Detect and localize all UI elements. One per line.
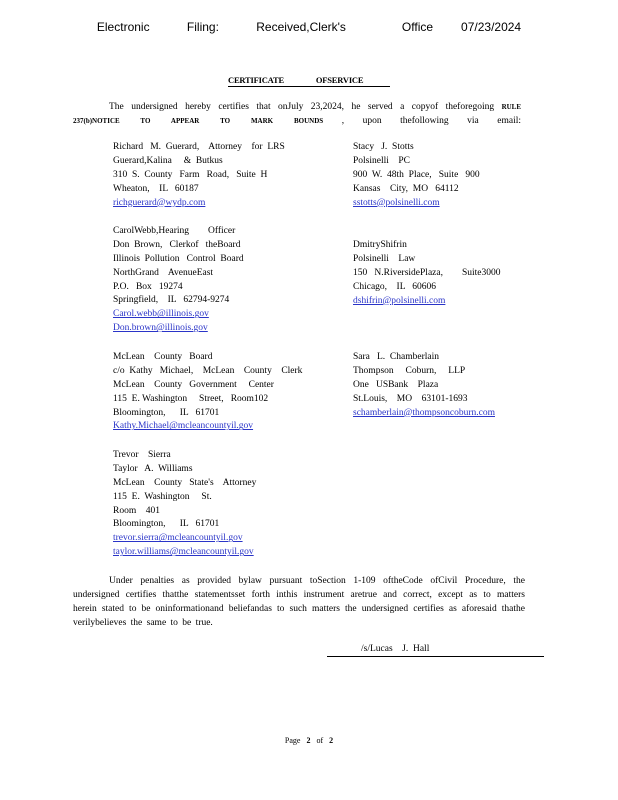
address-line: Kansas City, MO 64112	[353, 183, 459, 194]
recipient-block	[113, 141, 285, 210]
address-line: DmitryShifrin	[353, 240, 407, 250]
email-link[interactable]: sstotts@polsinelli.com	[353, 197, 440, 208]
address-line: St.Louis, MO 63101-1693	[353, 393, 468, 404]
page-footer	[0, 736, 618, 745]
email-link[interactable]: dshifrin@polsinelli.com	[353, 295, 446, 306]
recipient-block	[113, 449, 256, 560]
certification-paragraph	[73, 574, 525, 630]
email-link[interactable]: schamberlain@thompsoncoburn.com	[353, 407, 495, 418]
address-line: One USBank Plaza	[353, 379, 439, 390]
email-link[interactable]: Don.brown@illinois.gov	[113, 323, 208, 334]
address-line: McLean County Board	[113, 352, 213, 362]
email-link[interactable]: Kathy.Michael@mcleancountyil.gov	[113, 421, 254, 432]
address-line: NorthGrand AvenueEast	[113, 267, 214, 278]
address-line: Taylor A. Williams	[113, 463, 193, 474]
email-link[interactable]: trevor.sierra@mcleancountyil.gov	[113, 533, 243, 544]
email-link[interactable]: Carol.webb@illinois.gov	[113, 309, 209, 320]
signature-line	[327, 643, 544, 657]
filing-header: Electronic Filing: Received,Clerk's Office 07/23/2024	[96, 20, 522, 34]
signature-name: /s/Lucas J. Hall	[361, 644, 430, 654]
address-line: Richard M. Guerard, Attorney for LRS	[113, 142, 285, 152]
address-line: 115 E. Washington Street, Room102	[113, 393, 269, 404]
address-line: Springfield, IL 62794-9274	[113, 295, 230, 306]
address-line: Trevor Sierra	[113, 450, 171, 460]
address-line: Guerard,Kalina & Butkus	[113, 155, 223, 166]
address-line: c/o Kathy Michael, McLean County Clerk	[113, 365, 303, 376]
page-total: 2	[329, 736, 334, 745]
address-line: Bloomington, IL 61701	[113, 519, 220, 530]
certificate-title: CERTIFICATE OFSERVICE	[228, 75, 390, 87]
address-line: Illinois Pollution Control Board	[113, 253, 244, 264]
address-line: Wheaton, IL 60187	[113, 183, 199, 194]
email-link[interactable]: richguerard@wydp.com	[113, 197, 206, 208]
recipient-block	[353, 351, 495, 420]
address-line: Don Brown, Clerkof theBoard	[113, 239, 241, 250]
address-line: McLean County Government Center	[113, 379, 274, 390]
page-number: 2	[306, 736, 311, 745]
address-line: 115 E. Washington St.	[113, 491, 212, 502]
intro-line-1: The undersigned hereby certifies that onJuly 23,2024, he served a copyof theforegoing	[109, 102, 495, 112]
address-line: McLean County State's Attorney	[113, 477, 257, 488]
recipient-block	[113, 225, 244, 336]
address-line: Chicago, IL 60606	[353, 281, 437, 292]
address-line: Stacy J. Stotts	[353, 142, 414, 152]
address-line: Thompson Coburn, LLP	[353, 365, 466, 376]
page-of-label: of	[316, 736, 324, 745]
certification-text: Under penalties as provided bylaw pursuant toSection 1-109 oftheCode ofCivil Procedure, the undersigned certifies thatthe statementsset forth inthis instrument aretrue and correct, except as to matters herein stated to be oninformationand beliefandas to such matters the undersigned certifies as aforesaid thathe verilybelieves the same to be true.	[73, 576, 525, 628]
address-line: P.O. Box 19274	[113, 281, 183, 292]
address-line: 310 S. County Farm Road, Suite H	[113, 169, 268, 180]
address-line: Bloomington, IL 61701	[113, 407, 220, 418]
address-line: Sara L. Chamberlain	[353, 352, 440, 362]
address-line: Room 401	[113, 505, 160, 516]
recipient-block	[353, 141, 480, 210]
recipient-block	[113, 351, 302, 434]
address-line: Polsinelli Law	[353, 253, 416, 264]
intro-paragraph	[73, 100, 521, 128]
email-link[interactable]: taylor.williams@mcleancountyil.gov	[113, 547, 254, 558]
address-line: CarolWebb,Hearing Officer	[113, 226, 236, 236]
address-line: Polsinelli PC	[353, 155, 411, 166]
intro-line-2: , upon thefollowing via email:	[341, 116, 522, 126]
notice-title: RULE 237(b)NOTICE TO APPEAR TO MARK BOUNDS	[73, 103, 522, 125]
page-label: Page	[284, 736, 301, 745]
address-line: 900 W. 48th Place, Suite 900	[353, 169, 480, 180]
address-line: 150 N.RiversidePlaza, Suite3000	[353, 267, 501, 278]
recipient-block	[353, 239, 501, 308]
